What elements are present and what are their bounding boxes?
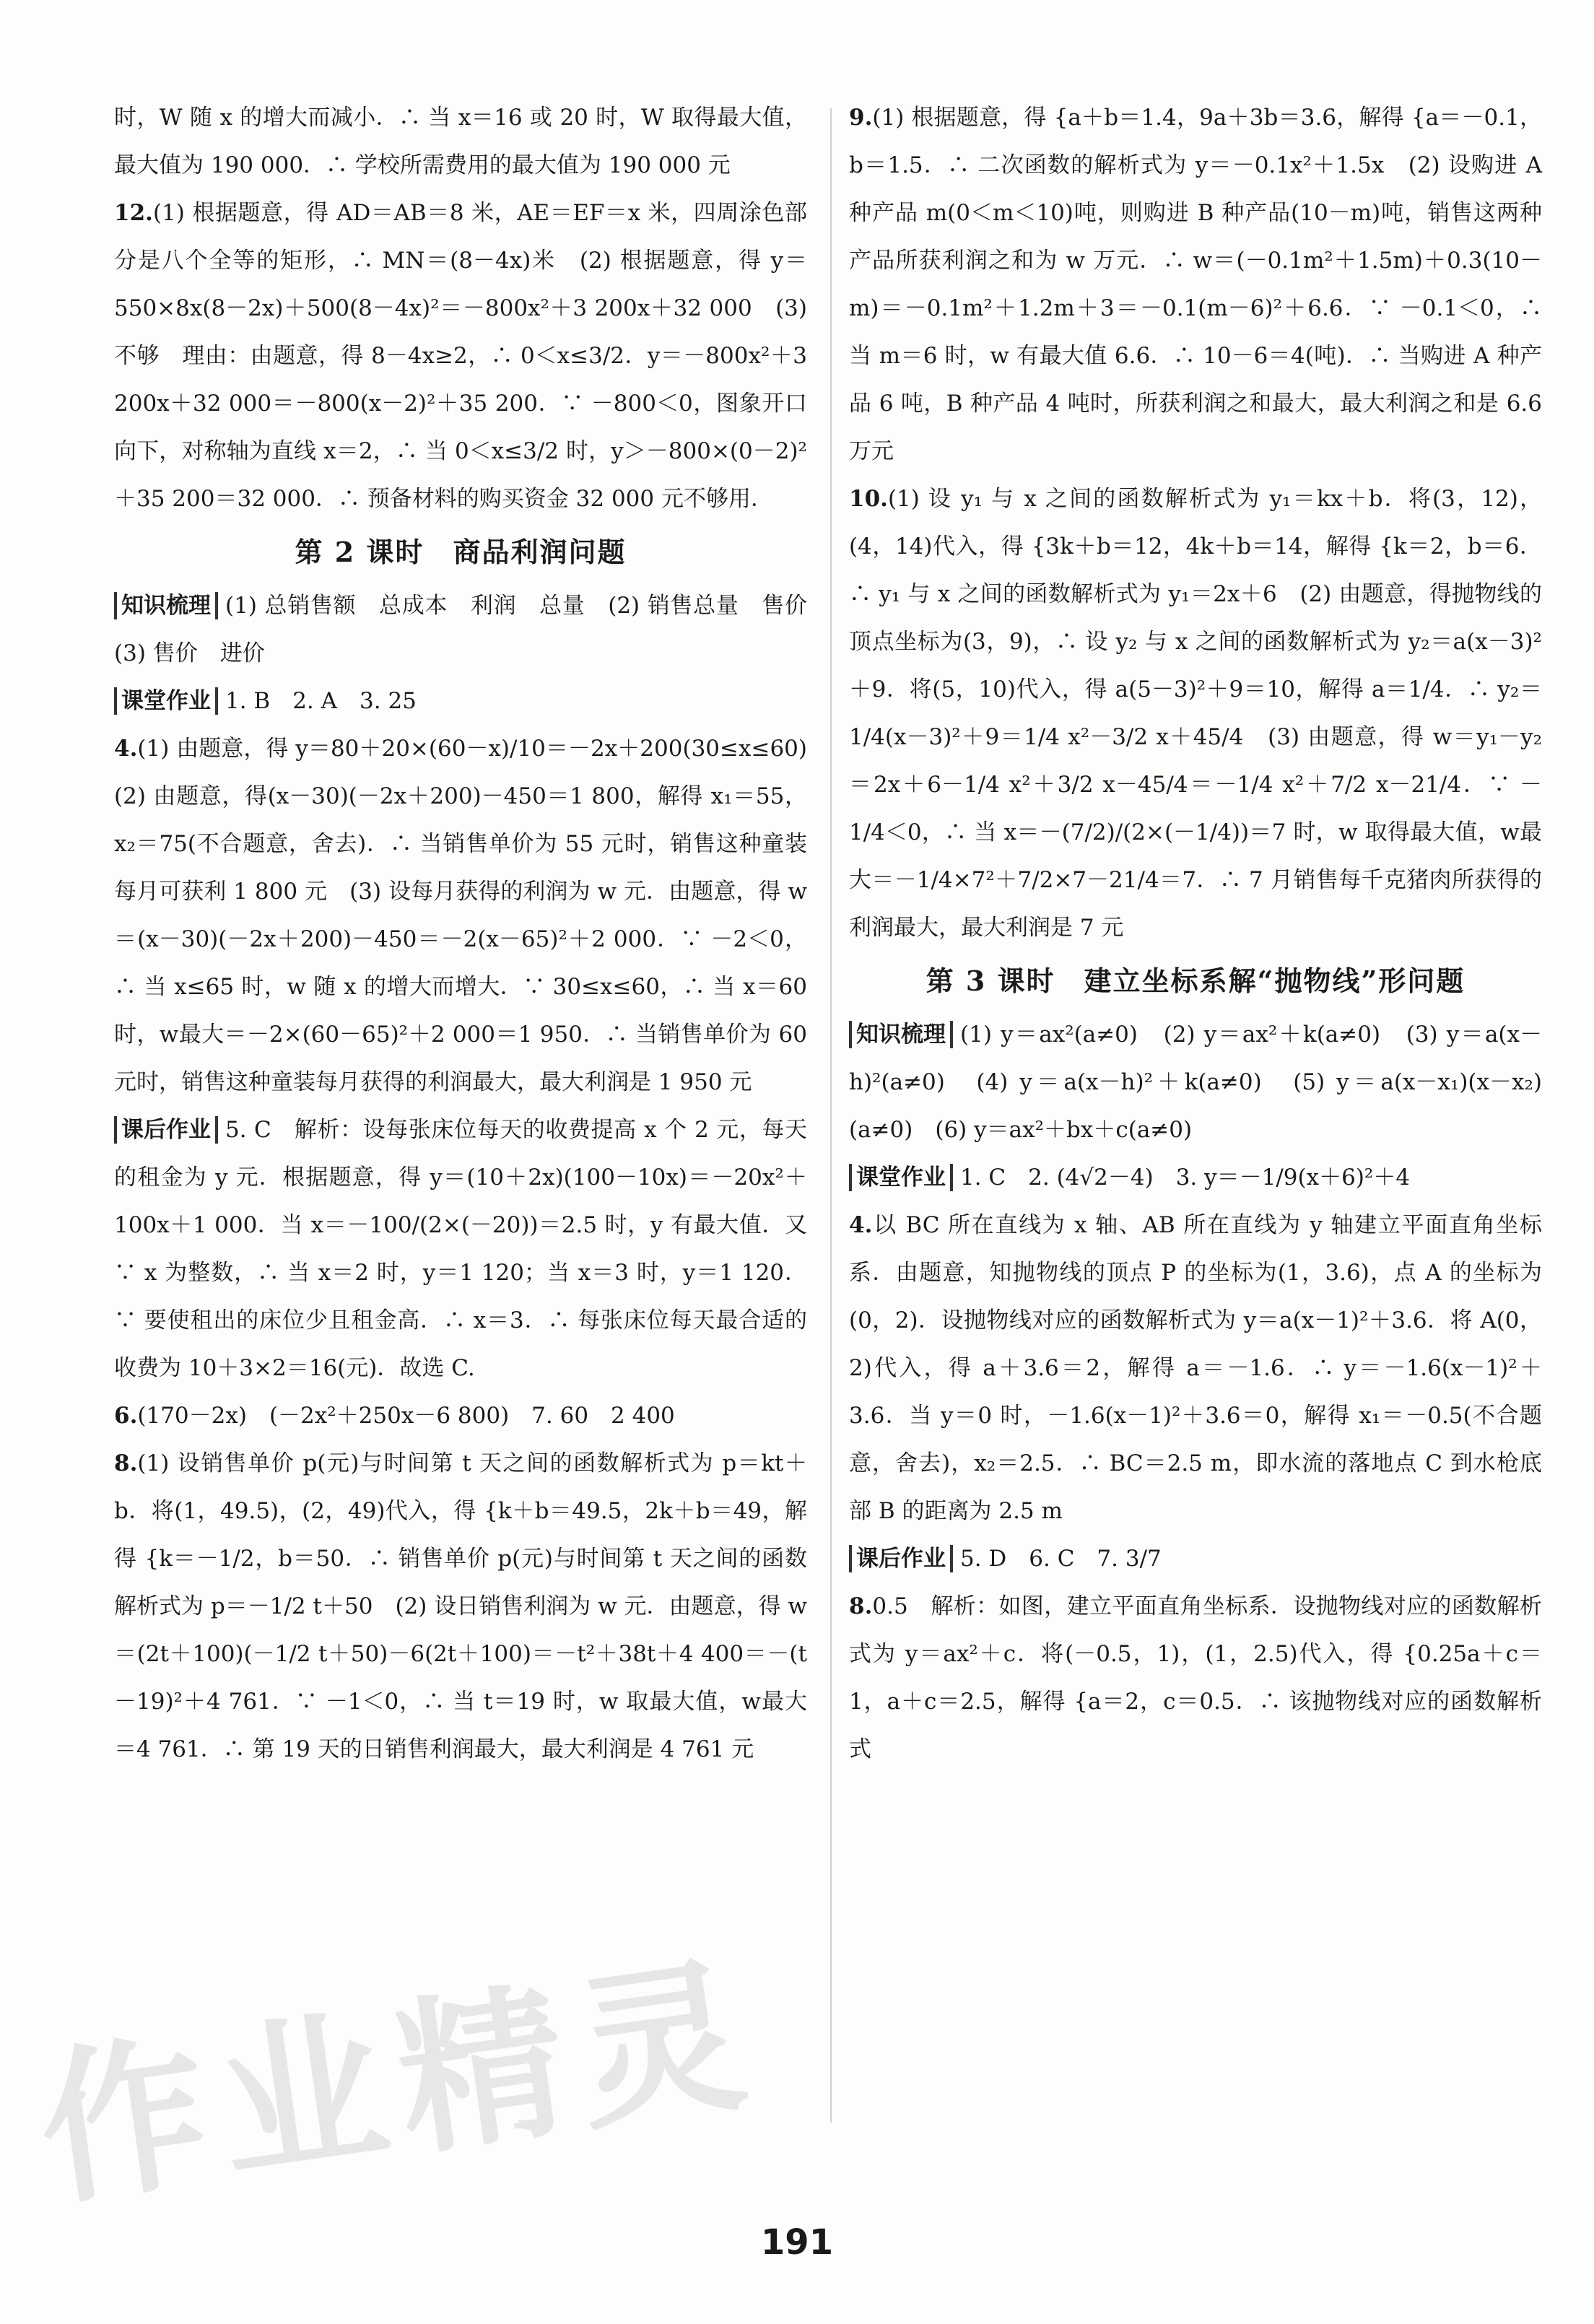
section-title: 第 3 课时 建立坐标系解“抛物线”形问题 <box>926 965 1465 997</box>
column-divider <box>830 108 832 2123</box>
homework: 课后作业 5. D 6. C 7. 3/7 <box>849 1535 1542 1583</box>
answer-8: 8.0.5 解析：如图，建立平面直角坐标系．设抛物线对应的函数解析式为 y＝ax²＋c．将(－0.5，1)，(1，2.5)代入，得 {0.25a＋c＝1，a＋c＝2.5，解得 {a＝2，c＝0.5．∴ 该抛物线对应的函数解析式 <box>849 1593 1542 1762</box>
answer-10: 10.(1) 设 y₁ 与 x 之间的函数解析式为 y₁＝kx＋b．将(3，12)，(4，14)代入，得 {3k＋b＝12，4k＋b＝14，解得 {k＝2，b＝6．∴ y₁ 与 x 之间的函数解析式为 y₁＝2x＋6 (2) 由题意，得抛物线的顶点坐标为(3，9)，∴ 设 y₂ 与 x 之间的函数解析式为 y₂＝a(x－3)²＋9．将(5，10)代入，得 a(5－3)²＋9＝10，解得 a＝1/4．∴ y₂＝1/4(x－3)²＋9＝1/4 x²－3/2 x＋45/4 (3) 由题意，得 w＝y₁－y₂＝2x＋6－1/4 x²＋3/2 x－45/4＝－1/4 x²＋7/2 x－21/4．∵ －1/4＜0，∴ 当 x＝－(7/2)/(2×(－1/4))＝7 时，w 取得最大值，w最大＝－1/4×7²＋7/2×7－21/4＝7．∴ 7 月销售每千克猪肉所获得的利润最大，最大利润是 7 元 <box>849 486 1542 941</box>
answer-4: 4.以 BC 所在直线为 x 轴、AB 所在直线为 y 轴建立平面直角坐标系．由题意，知抛物线的顶点 P 的坐标为(1，3.6)，点 A 的坐标为(0，2)．设抛物线对应的函数解析式为 y＝a(x－1)²＋3.6．将 A(0，2)代入，得 a＋3.6＝2，解得 a＝－1.6．∴ y＝－1.6(x－1)²＋3.6．当 y＝0 时，－1.6(x－1)²＋3.6＝0，解得 x₁＝－0.5(不合题意，舍去)，x₂＝2.5．∴ BC＝2.5 m，即水流的落地点 C 到水枪底部 B 的距离为 2.5 m <box>849 1212 1542 1524</box>
answer-9: 9.(1) 根据题意，得 {a＋b＝1.4，9a＋3b＝3.6，解得 {a＝－0.1，b＝1.5．∴ 二次函数的解析式为 y＝－0.1x²＋1.5x (2) 设购进 A 种产品 m(0＜m＜10)吨，则购进 B 种产品(10－m)吨，销售这两种产品所获利润之和为 w 万元．∴ w＝(－0.1m²＋1.5m)＋0.3(10－m)＝－0.1m²＋1.2m＋3＝－0.1(m－6)²＋6.6．∵ －0.1＜0，∴ 当 m＝6 时，w 有最大值 6.6．∴ 10－6＝4(吨)．∴ 当购进 A 种产品 6 吨，B 种产品 4 吨时，所获利润之和最大，最大利润之和是 6.6 万元 <box>849 105 1542 464</box>
homework: 课后作业 5. C 解析：设每张床位每天的收费提高 x 个 2 元，每天的租金为 y 元．根据题意，得 y＝(10＋2x)(100－10x)＝－20x²＋100x＋1 000．当 x＝－100/(2×(－20))＝2.5 时，y 有最大值．又∵ x 为整数，∴ 当 x＝2 时，y＝1 120；当 x＝3 时，y＝1 120．∵ 要使租出的床位少且租金高．∴ x＝3．∴ 每张床位每天最合适的收费为 10＋3×2＝16(元)．故选 C. <box>114 1117 807 1381</box>
right-column <box>849 94 1542 1773</box>
left-column <box>114 94 829 1773</box>
section-title: 第 2 课时 商品利润问题 <box>295 536 627 568</box>
knowledge-summary: 知识梳理 (1) y＝ax²(a≠0) (2) y＝ax²＋k(a≠0) (3) y＝a(x－h)²(a≠0) (4) y＝a(x－h)²＋k(a≠0) (5) y＝a(x－x₁)(x－x₂)(a≠0) (6) y＝ax²＋bx＋c(a≠0) <box>849 1022 1542 1143</box>
watermark: 作业精灵 <box>28 1938 770 2230</box>
knowledge-summary: 知识梳理 (1) 总销售额 总成本 利润 总量 (2) 销售总量 售价 (3) 售价 进价 <box>114 593 829 666</box>
answer-4: 4.(1) 由题意，得 y＝80＋20×(60－x)/10＝－2x＋200(30≤x≤60) (2) 由题意，得(x－30)(－2x＋200)－450＝1 800，解得 x₁＝55，x₂＝75(不合题意，舍去)．∴ 当销售单价为 55 元时，销售这种童装每月可获利 1 800 元 (3) 设每月获得的利润为 w 元．由题意，得 w＝(x－30)(－2x＋200)－450＝－2(x－65)²＋2 000．∵ －2＜0，∴ 当 x≤65 时，w 随 x 的增大而增大．∵ 30≤x≤60，∴ 当 x＝60 时，w最大＝－2×(60－65)²＋2 000＝1 950．∴ 当销售单价为 60 元时，销售这种童装每月获得的利润最大，最大利润是 1 950 元 <box>114 736 829 1095</box>
answer-8: 8.(1) 设销售单价 p(元)与时间第 t 天之间的函数解析式为 p＝kt＋b．将(1，49.5)，(2，49)代入，得 {k＋b＝49.5，2k＋b＝49，解得 {k＝－1/2，b＝50．∴ 销售单价 p(元)与时间第 t 天之间的函数解析式为 p＝－1/2 t＋50 (2) 设日销售利润为 w 元．由题意，得 w＝(2t＋100)(－1/2 t＋50)－6(2t＋100)＝－t²＋38t＋4 400＝－(t－19)²＋4 761．∵ －1＜0，∴ 当 t＝19 时，w 取最大值，w最大＝4 761．∴ 第 19 天的日销售利润最大，最大利润是 4 761 元 <box>114 1450 807 1762</box>
answer-6: 6.(170－2x) (－2x²＋250x－6 800) 7. 60 2 400 <box>114 1403 675 1429</box>
page-number: 191 <box>760 2222 834 2263</box>
classwork: 课堂作业 1. B 2. A 3. 25 <box>114 677 807 725</box>
paragraph: 时，W 随 x 的增大而减小．∴ 当 x＝16 或 20 时，W 取得最大值，最大值为 190 000．∴ 学校所需费用的最大值为 190 000 元 <box>114 105 807 178</box>
classwork: 课堂作业 1. C 2. (4√2－4) 3. y＝－1/9(x＋6)²＋4 <box>849 1154 1542 1201</box>
answer-12: 12.(1) 根据题意，得 AD＝AB＝8 米，AE＝EF＝x 米，四周涂色部分是八个全等的矩形，∴ MN＝(8－4x)米 (2) 根据题意，得 y＝550×8x(8－2x)＋500(8－4x)²＝－800x²＋3 200x＋32 000 (3) 不够 理由：由题意，得 8－4x≥2，∴ 0＜x≤3/2．y＝－800x²＋3 200x＋32 000＝－800(x－2)²＋35 200．∵ －800＜0，图象开口向下，对称轴为直线 x＝2，∴ 当 0＜x≤3/2 时，y＞－800×(0－2)²＋35 200＝32 000．∴ 预备材料的购买资金 32 000 元不够用． <box>114 200 807 512</box>
